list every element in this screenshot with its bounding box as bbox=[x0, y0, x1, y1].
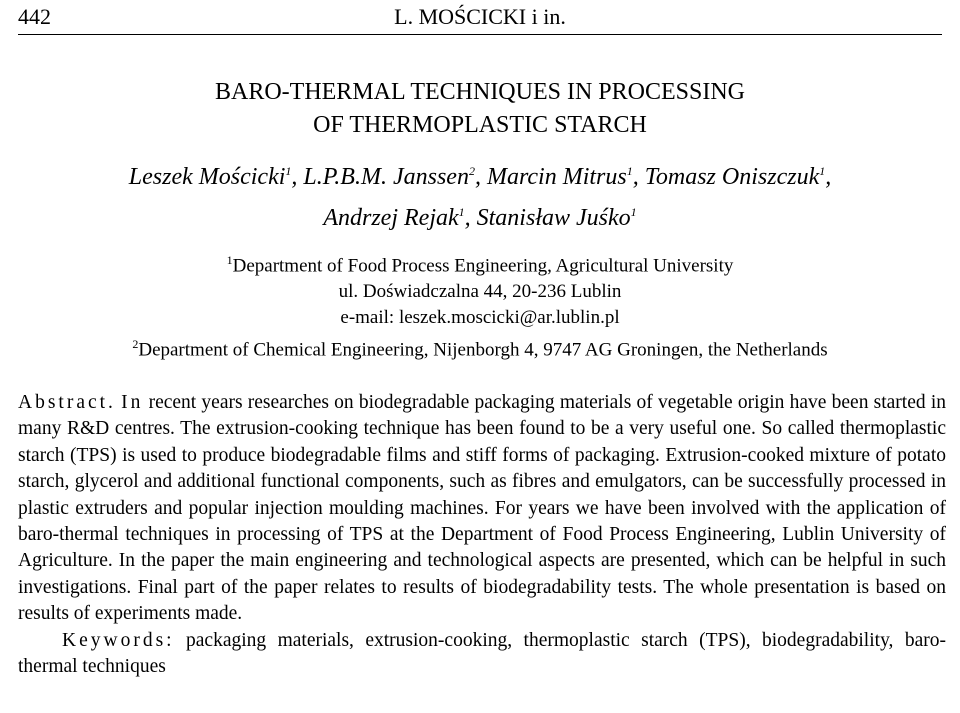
abstract-label: Abstract. bbox=[18, 392, 116, 413]
affiliation-1-address: ul. Doświadczalna 44, 20-236 Lublin bbox=[338, 281, 622, 303]
affiliation-2-name: Department of Chemical Engineering, Nijenborgh 4, 9747 AG Groningen, the Netherlands bbox=[138, 339, 828, 361]
author-name: , Tomasz Oniszczuk bbox=[632, 164, 820, 190]
affiliations bbox=[0, 247, 960, 364]
author-affil-mark: 1 bbox=[630, 205, 637, 219]
author-affil-mark: 1 bbox=[626, 164, 633, 178]
affiliation-1-name: Department of Food Process Engineering, Agricultural University bbox=[232, 255, 734, 277]
author-affil-mark: 1 bbox=[819, 164, 826, 178]
author-name: , Stanisław Juśko bbox=[464, 205, 631, 231]
abstract-paragraph bbox=[18, 390, 946, 628]
author-affil-mark: 1 bbox=[458, 205, 465, 219]
page-number: 442 bbox=[18, 4, 51, 29]
abstract-lead-word: In bbox=[121, 392, 144, 413]
title-line-1: BARO-THERMAL TECHNIQUES IN PROCESSING bbox=[214, 79, 746, 105]
author-name: , Marcin Mitrus bbox=[474, 164, 627, 190]
author-name: Leszek Mościcki bbox=[128, 164, 286, 190]
author-line-2 bbox=[0, 195, 960, 236]
title-line-2: OF THERMOPLASTIC STARCH bbox=[313, 112, 647, 138]
affiliation-mark: 1 bbox=[226, 253, 233, 267]
affiliation-2 bbox=[0, 331, 960, 363]
author-name: Andrzej Rejak bbox=[323, 205, 459, 231]
affiliation-1-email: e-mail: leszek.moscicki@ar.lublin.pl bbox=[340, 307, 620, 329]
page-header bbox=[18, 4, 942, 35]
paper-title bbox=[0, 76, 960, 142]
author-name: , L.P.B.M. Janssen bbox=[291, 164, 469, 190]
keywords-text: packaging materials, extrusion-cooking, thermoplastic starch (TPS), biodegradability, baro-thermal techniques bbox=[18, 629, 946, 678]
keywords-paragraph bbox=[18, 628, 946, 681]
abstract-section bbox=[18, 390, 946, 680]
running-head: L. MOŚCICKI i in. bbox=[394, 4, 566, 29]
author-affil-mark: 1 bbox=[285, 164, 292, 178]
author-separator: , bbox=[825, 164, 832, 190]
keywords-label: Keywords: bbox=[62, 629, 175, 651]
abstract-text: recent years researches on biodegradable packaging materials of vegetable origin have been started in many R&D centres. The extrusion-cooking technique has been found to be a very useful one. So called thermoplastic starch (TPS) is used to produce biodegradable films and stiff forms of packaging. Extrusion-cooked mixture of potato starch, glycerol and additional functional components, such as fibres and emulgators, can be successfully processed in plastic extruders and popular injection moulding machines. For years we have been involved with the application of baro-thermal techniques in processing of TPS at the Department of Food Process Engineering, Lublin University of Agriculture. In the paper the main engineering and technological aspects are presented, which can be helpful in such investigations. Final part of the paper relates to results of biodegradability tests. The whole presentation is based on results of experiments made. bbox=[18, 392, 946, 625]
affiliation-mark: 2 bbox=[132, 337, 139, 352]
author-line-1 bbox=[0, 154, 960, 195]
affiliation-1 bbox=[0, 247, 960, 279]
author-affil-mark: 2 bbox=[468, 164, 475, 178]
author-list bbox=[0, 154, 960, 236]
